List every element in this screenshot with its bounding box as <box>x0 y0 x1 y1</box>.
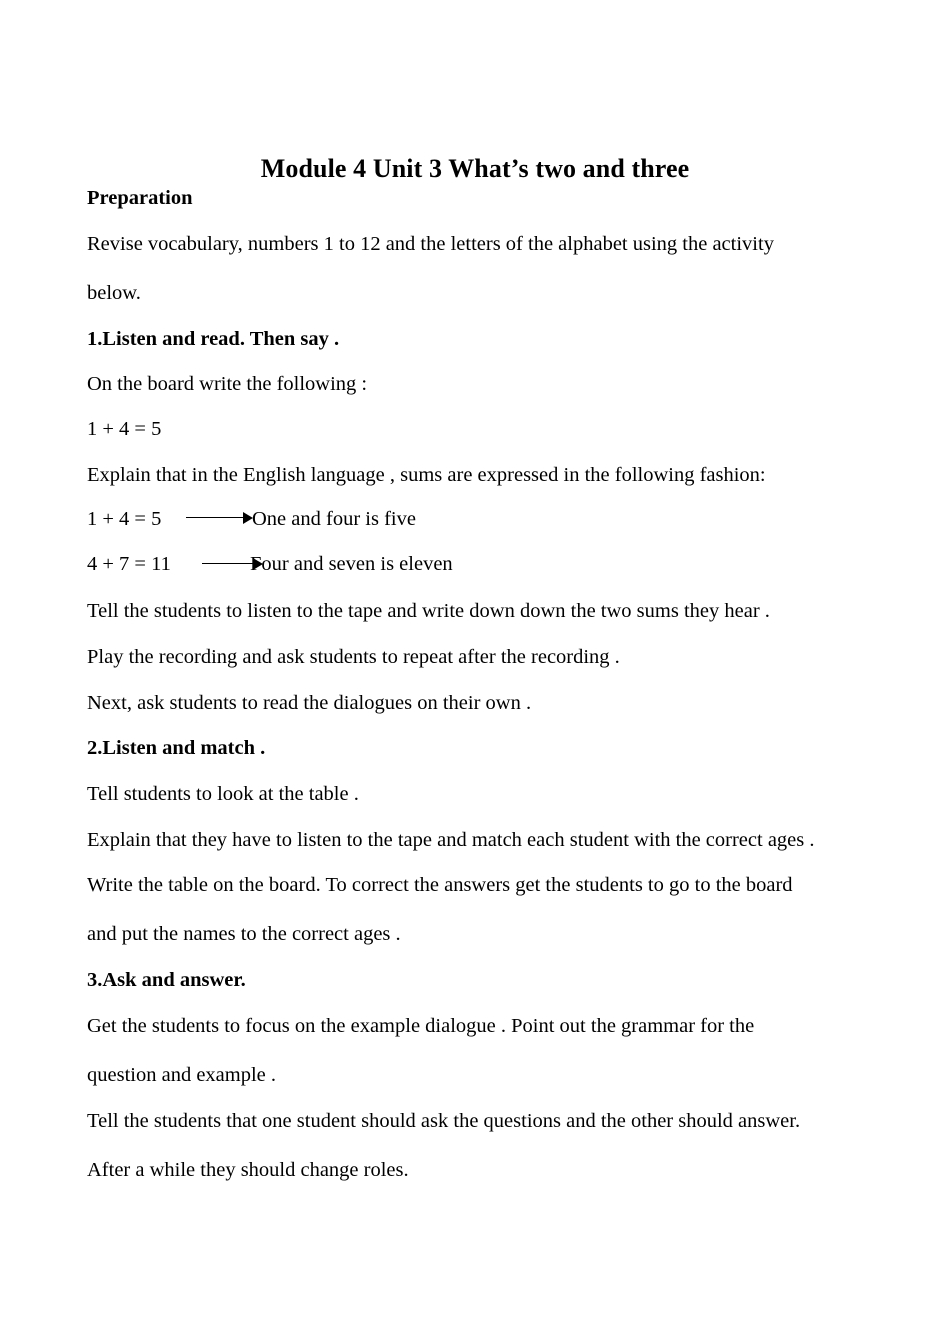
paragraph-explain-match: Explain that they have to listen to the tape and match each student with the correct ages . <box>87 829 815 851</box>
paragraph-revise-line-1: Revise vocabulary, numbers 1 to 12 and the letters of the alphabet using the activity <box>87 233 774 255</box>
paragraph-explain-fashion: Explain that in the English language , sums are expressed in the following fashion: <box>87 464 766 486</box>
arrow-right-icon <box>186 510 254 526</box>
paragraph-write-table-line-1: Write the table on the board. To correct the answers get the students to go to the board <box>87 874 793 896</box>
paragraph-next-ask: Next, ask students to read the dialogues on their own . <box>87 692 532 714</box>
paragraph-after-a-while: After a while they should change roles. <box>87 1159 409 1181</box>
paragraph-write-table-line-2: and put the names to the correct ages . <box>87 923 401 945</box>
paragraph-tell-students-tape: Tell the students to listen to the tape and write down down the two sums they hear . <box>87 600 770 622</box>
paragraph-on-the-board: On the board write the following : <box>87 373 368 395</box>
equation-sum-plain: 1 + 4 = 5 <box>87 418 162 440</box>
paragraph-revise-line-2: below. <box>87 282 141 304</box>
equation-sum-two-result: Four and seven is eleven <box>250 553 453 575</box>
heading-preparation: Preparation <box>87 187 193 209</box>
heading-ask-and-answer: 3.Ask and answer. <box>87 969 246 991</box>
equation-sum-one: 1 + 4 = 5 <box>87 508 162 530</box>
page-title: Module 4 Unit 3 What’s two and three <box>260 154 690 184</box>
paragraph-play-recording: Play the recording and ask students to repeat after the recording . <box>87 646 620 668</box>
paragraph-get-students-line-2: question and example . <box>87 1064 277 1086</box>
equation-sum-two: 4 + 7 = 11 <box>87 553 171 575</box>
heading-listen-and-read: 1.Listen and read. Then say . <box>87 328 340 350</box>
heading-listen-and-match: 2.Listen and match . <box>87 737 266 759</box>
paragraph-tell-one-student: Tell the students that one student should ask the questions and the other should answer. <box>87 1110 801 1132</box>
equation-sum-one-result: One and four is five <box>252 508 416 530</box>
paragraph-tell-look-table: Tell students to look at the table . <box>87 783 359 805</box>
paragraph-get-students-line-1: Get the students to focus on the example dialogue . Point out the grammar for the <box>87 1015 755 1037</box>
